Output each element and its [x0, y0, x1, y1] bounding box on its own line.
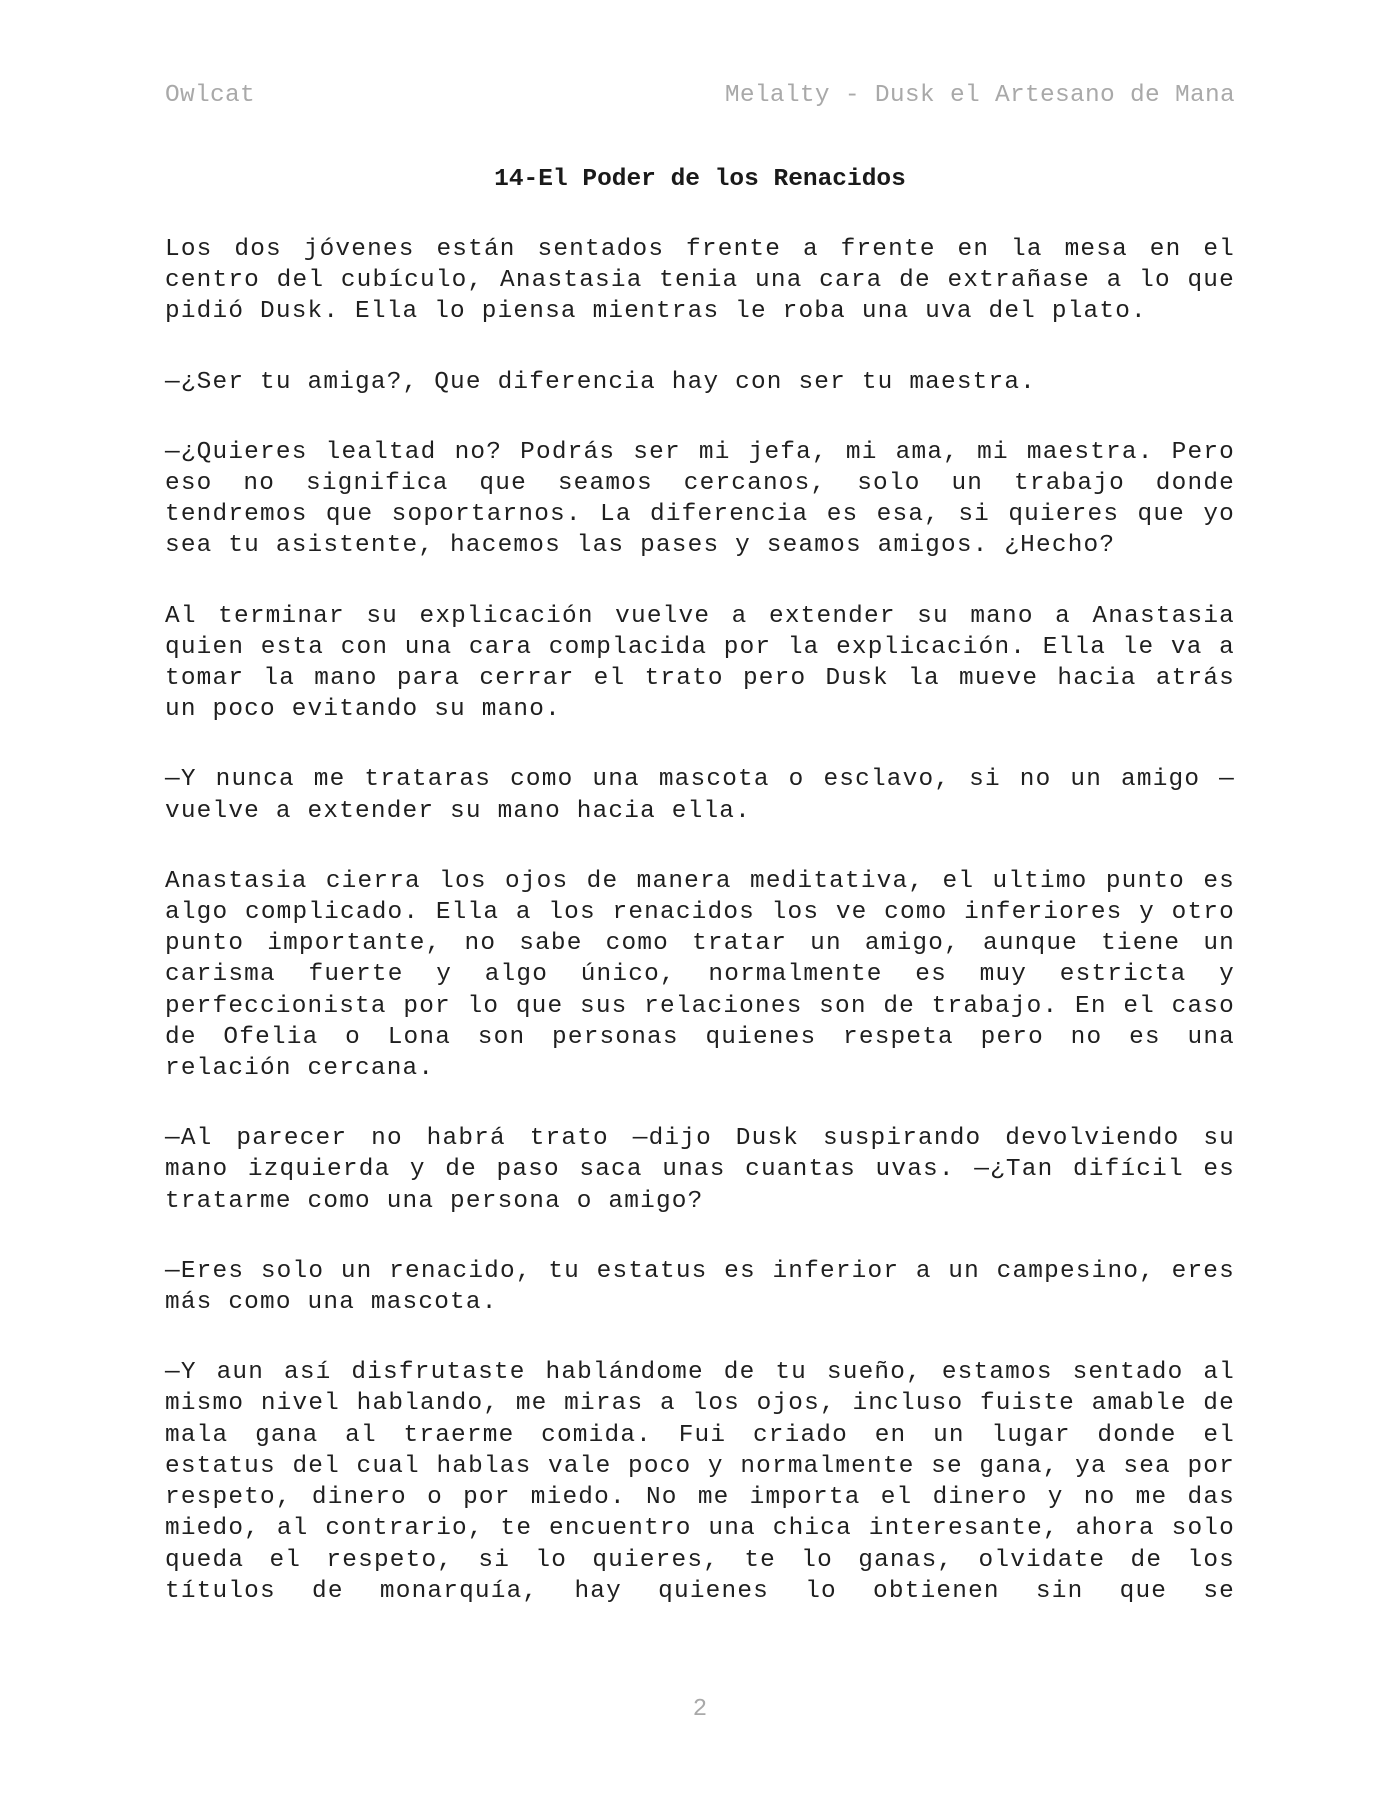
- paragraph: —¿Ser tu amiga?, Que diferencia hay con ser tu maestra.: [165, 368, 1037, 396]
- paragraph: Los dos jóvenes están sentados frente a frente en la mesa en el centro del cubículo, Anastasia tenia una cara de extrañase a lo que pidió Dusk. Ella lo piensa mientras le roba una uva del plato.: [165, 236, 1235, 326]
- header-book-title: Melalty - Dusk el Artesano de Mana: [724, 82, 1235, 109]
- paragraph: —Al parecer no habrá trato —dijo Dusk suspirando devolviendo su mano izquierda y de paso saca unas cuantas uvas. —¿Tan difícil es tratarme como una persona o amigo?: [165, 1125, 1235, 1215]
- header-author: Owlcat: [165, 82, 256, 109]
- page-number: 2: [692, 1696, 708, 1723]
- paragraph: —¿Quieres lealtad no? Podrás ser mi jefa, mi ama, mi maestra. Pero eso no significa que seamos cercanos, solo un trabajo donde tendremos que soportarnos. La diferencia es esa, si quieres que yo sea tu asistente, hacemos las pases y seamos amigos. ¿Hecho?: [165, 438, 1235, 560]
- paragraph: Anastasia cierra los ojos de manera meditativa, el ultimo punto es algo complicado. Ella a los renacidos los ve como inferiores y otro punto importante, no sabe como tratar un amigo, aunque tiene un carisma fuerte y algo único, normalmente es muy estricta y perfeccionista por lo que sus relaciones son de trabajo. En el caso de Ofelia o Lona son personas quienes respeta pero no es una relación cercana.: [165, 867, 1235, 1083]
- paragraph: —Y nunca me trataras como una mascota o esclavo, si no un amigo —vuelve a extender su mano hacia ella.: [165, 766, 1235, 825]
- page-header: [165, 82, 1235, 114]
- paragraph: —Eres solo un renacido, tu estatus es inferior a un campesino, eres más como una mascota.: [165, 1257, 1235, 1317]
- paragraph: Al terminar su explicación vuelve a extender su mano a Anastasia quien esta con una cara complacida por la explicación. Ella le va a tomar la mano para cerrar el trato pero Dusk la mueve hacia atrás un poco evitando su mano.: [165, 602, 1235, 724]
- chapter-title: 14-El Poder de los Renacidos: [494, 166, 906, 193]
- paragraph: —Y aun así disfrutaste hablándome de tu sueño, estamos sentado al mismo nivel hablando, me miras a los ojos, incluso fuiste amable de mala gana al traerme comida. Fui criado en un lugar donde el estatus del cual hablas vale poco y normalmente se gana, ya sea por respeto, dinero o por miedo. No me importa el dinero y no me das miedo, al contrario, te encuentro una chica interesante, ahora solo queda el respeto, si lo quieres, te lo ganas, olvidate de los títulos de monarquía, hay quienes lo obtienen sin que se: [165, 1359, 1235, 1605]
- chapter-body: [165, 234, 1235, 1646]
